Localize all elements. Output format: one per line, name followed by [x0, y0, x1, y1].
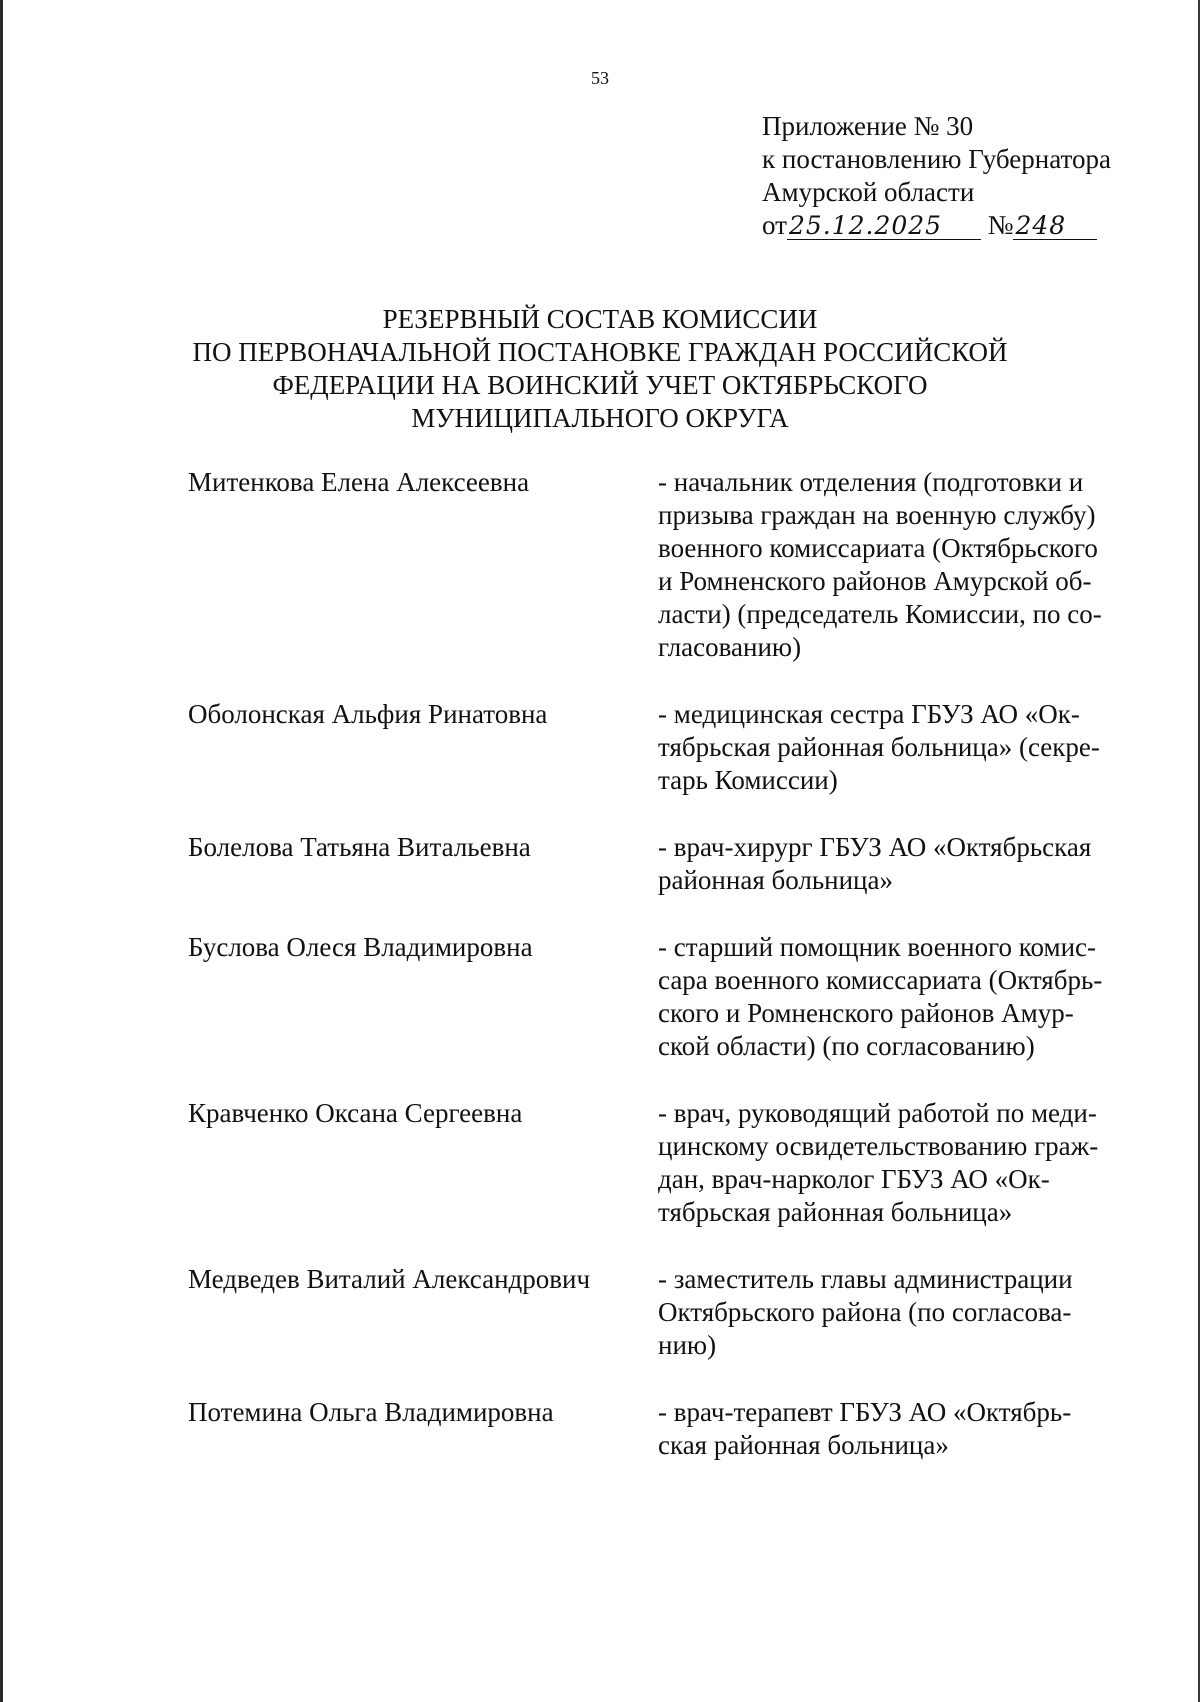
member-role: - врач-хирург ГБУЗ АО «Октябрьская районная больница»	[658, 832, 1092, 895]
scan-edge-left	[0, 0, 3, 1702]
member-role: - медицинская сестра ГБУЗ АО «Ок- тябрьская районная больница» (секре- тарь Комиссии)	[658, 699, 1100, 795]
member-row	[188, 931, 1143, 1063]
date-prefix: от	[762, 210, 787, 240]
member-role: - заместитель главы администрации Октябрьского района (по согласова- нию)	[658, 1264, 1073, 1360]
number-prefix: №	[987, 210, 1014, 240]
member-name: Медведев Виталий Александрович	[188, 1264, 591, 1294]
member-role: - старший помощник военного комис- сара военного комиссариата (Октябрь- ского и Ромненского районов Амур- ской области) (по согласованию)	[658, 932, 1103, 1061]
member-role: - врач, руководящий работой по меди- цинскому освидетельствованию граж- дан, врач-нарколог ГБУЗ АО «Ок- тябрьская районная больница»	[658, 1098, 1099, 1227]
member-name: Кравченко Оксана Сергеевна	[188, 1098, 523, 1128]
member-name: Потемина Ольга Владимировна	[188, 1397, 554, 1427]
member-role: - врач-терапевт ГБУЗ АО «Октябрь- ская районная больница»	[658, 1397, 1072, 1460]
appendix-line-1: Приложение № 30	[762, 111, 974, 141]
member-row	[188, 831, 1143, 897]
appendix-line-2: к постановлению Губернатора	[762, 144, 1111, 174]
member-name: Оболонская Альфия Ринатовна	[188, 699, 548, 729]
member-row	[188, 466, 1143, 664]
member-name: Буслова Олеся Владимировна	[188, 932, 533, 962]
document-title: РЕЗЕРВНЫЙ СОСТАВ КОМИССИИ ПО ПЕРВОНАЧАЛЬНОЙ ПОСТАНОВКЕ ГРАЖДАН РОССИЙСКОЙ ФЕДЕРАЦИИ НА ВОИНСКИЙ УЧЕТ ОКТЯБРЬСКОГО МУНИЦИПАЛЬНОГО ОКРУГА	[192, 304, 1008, 433]
member-role: - начальник отделения (подготовки и призыва граждан на военную службу) военного комиссариата (Октябрьского и Ромненского районов Амурской об- ласти) (председатель Комиссии, по со- гласованию)	[658, 467, 1102, 662]
handwritten-date: 25.12.2025	[787, 213, 981, 240]
member-name: Болелова Татьяна Витальевна	[188, 832, 531, 862]
page-number: 53	[591, 68, 609, 88]
member-roster	[188, 466, 1143, 1496]
appendix-line-3: Амурской области	[762, 177, 975, 207]
member-name: Митенкова Елена Алексеевна	[188, 467, 530, 497]
appendix-header	[762, 110, 1111, 242]
appendix-date-number-line	[762, 209, 1111, 242]
member-row	[188, 1263, 1143, 1362]
member-row	[188, 1396, 1143, 1462]
member-row	[188, 1097, 1143, 1229]
handwritten-number: 248	[1013, 213, 1097, 240]
member-row	[188, 698, 1143, 797]
